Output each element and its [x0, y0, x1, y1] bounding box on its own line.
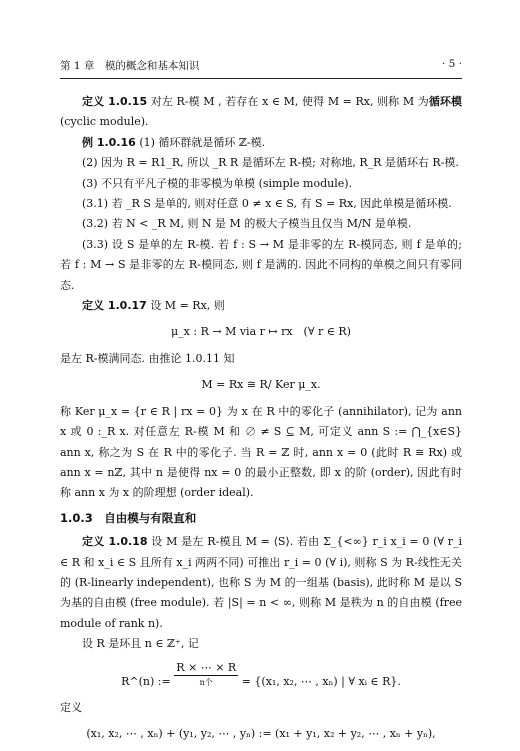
example-item: (1) 循环群就是循环 ℤ-模.	[139, 135, 266, 149]
definition-1-0-18: 定义 1.0.18 设 M 是左 R-模且 M = ⟨S⟩. 若由 Σ_{<∞} r_i x_i = 0 (∀ r_i ∈ R 和 x_i ∈ S 且所有 x_i 两两不同) 可推出 r_i = 0 (∀ i), 则称 S 为 R-线性无关的 (R-linearly independent), 也称 S 为 M 的一组基 (basis), 此时称 M 是以 S 为基的自由模 (free module). 若 |S| = n < ∞, 则称 M 是秩为 n 的自由模 (free module of rank n).	[60, 535, 463, 630]
equation-iso: M = Rx ≅ R/ Ker μ_x.	[201, 378, 321, 392]
example-1-0-16: 例 1.0.16 (1) 循环群就是循环 ℤ-模.	[82, 135, 266, 149]
page-number: · 5 ·	[441, 58, 462, 70]
annihilator-paragraph: 称 Ker μ_x = {r ∈ R | rx = 0} 为 x 在 R 中的零化子 (annihilator), 记为 ann x 或 0 :_R x. 对任意左 R-模 M 和 ∅ ≠ S ⊆ M, 可定义 ann S := ⋂_{x∈S} ann x, 称之为 S 在 R 中的零化子. 当 R = ℤ 时, ann x = 0 (此时 R ≅ Rx) 或 ann x = nℤ, 其中 n 是使得 nx = 0 的最小正整数, 即 x 的阶 (order), 因此有时称 ann x 为 x 的阶理想 (order ideal).	[60, 404, 462, 500]
equation-free-module: R^(n) := R × ⋯ × R n个 = {(x₁, x₂, ⋯ , xₙ) | ∀ xᵢ ∈ R}.	[121, 660, 401, 688]
example-item: (3.1) 若 _R S 是单的, 则对任意 0 ≠ x ∈ S, 有 S = Rx, 因此单模是循环模.	[82, 197, 452, 211]
example-item: (2) 因为 R = R1_R, 所以 _R R 是循环左 R-模; 对称地, R_R 是循环右 R-模.	[82, 156, 459, 170]
text-line: 定义	[60, 700, 82, 714]
definition-1-0-17: 定义 1.0.17 设 M = Rx, 则	[82, 299, 225, 313]
equation-addition: (x₁, x₂, ⋯ , xₙ) + (y₁, y₂, ⋯ , yₙ) := (x₁ + y₁, x₂ + y₂, ⋯ , xₙ + yₙ),	[86, 727, 436, 741]
page-body	[60, 92, 462, 751]
section-heading: 1.0.3 自由模与有限直和	[60, 510, 197, 525]
equation-mu: μ_x : R → M via r ↦ rx (∀ r ∈ R)	[171, 325, 351, 339]
example-item: (3) 不只有平凡子模的非零模为单模 (simple module).	[82, 176, 353, 190]
chapter-title: 第 1 章 模的概念和基本知识	[60, 60, 200, 72]
example-item: (3.2) 若 N < _R M, 则 N 是 M 的极大子模当且仅当 M/N 是单模.	[82, 217, 412, 231]
running-header	[60, 58, 462, 79]
definition-1-0-15: 定义 1.0.15 对左 R-模 M , 若存在 x ∈ M, 使得 M = Rx, 则称 M 为循环模 (cyclic module).	[60, 95, 463, 129]
text-line: 是左 R-模满同态. 由推论 1.0.11 知	[60, 351, 235, 365]
example-item: (3.3) 设 S 是单的左 R-模. 若 f : S → M 是非零的左 R-模同态, 则 f 是单的; 若 f : M → S 是非零的左 R-模同态, 则 f 是满的. 因此不同构的单模之间只有零同态.	[60, 237, 462, 292]
text-line: 设 R 是环且 n ∈ ℤ⁺, 记	[82, 637, 199, 651]
underbrace: R × ⋯ × R n个	[176, 660, 237, 687]
